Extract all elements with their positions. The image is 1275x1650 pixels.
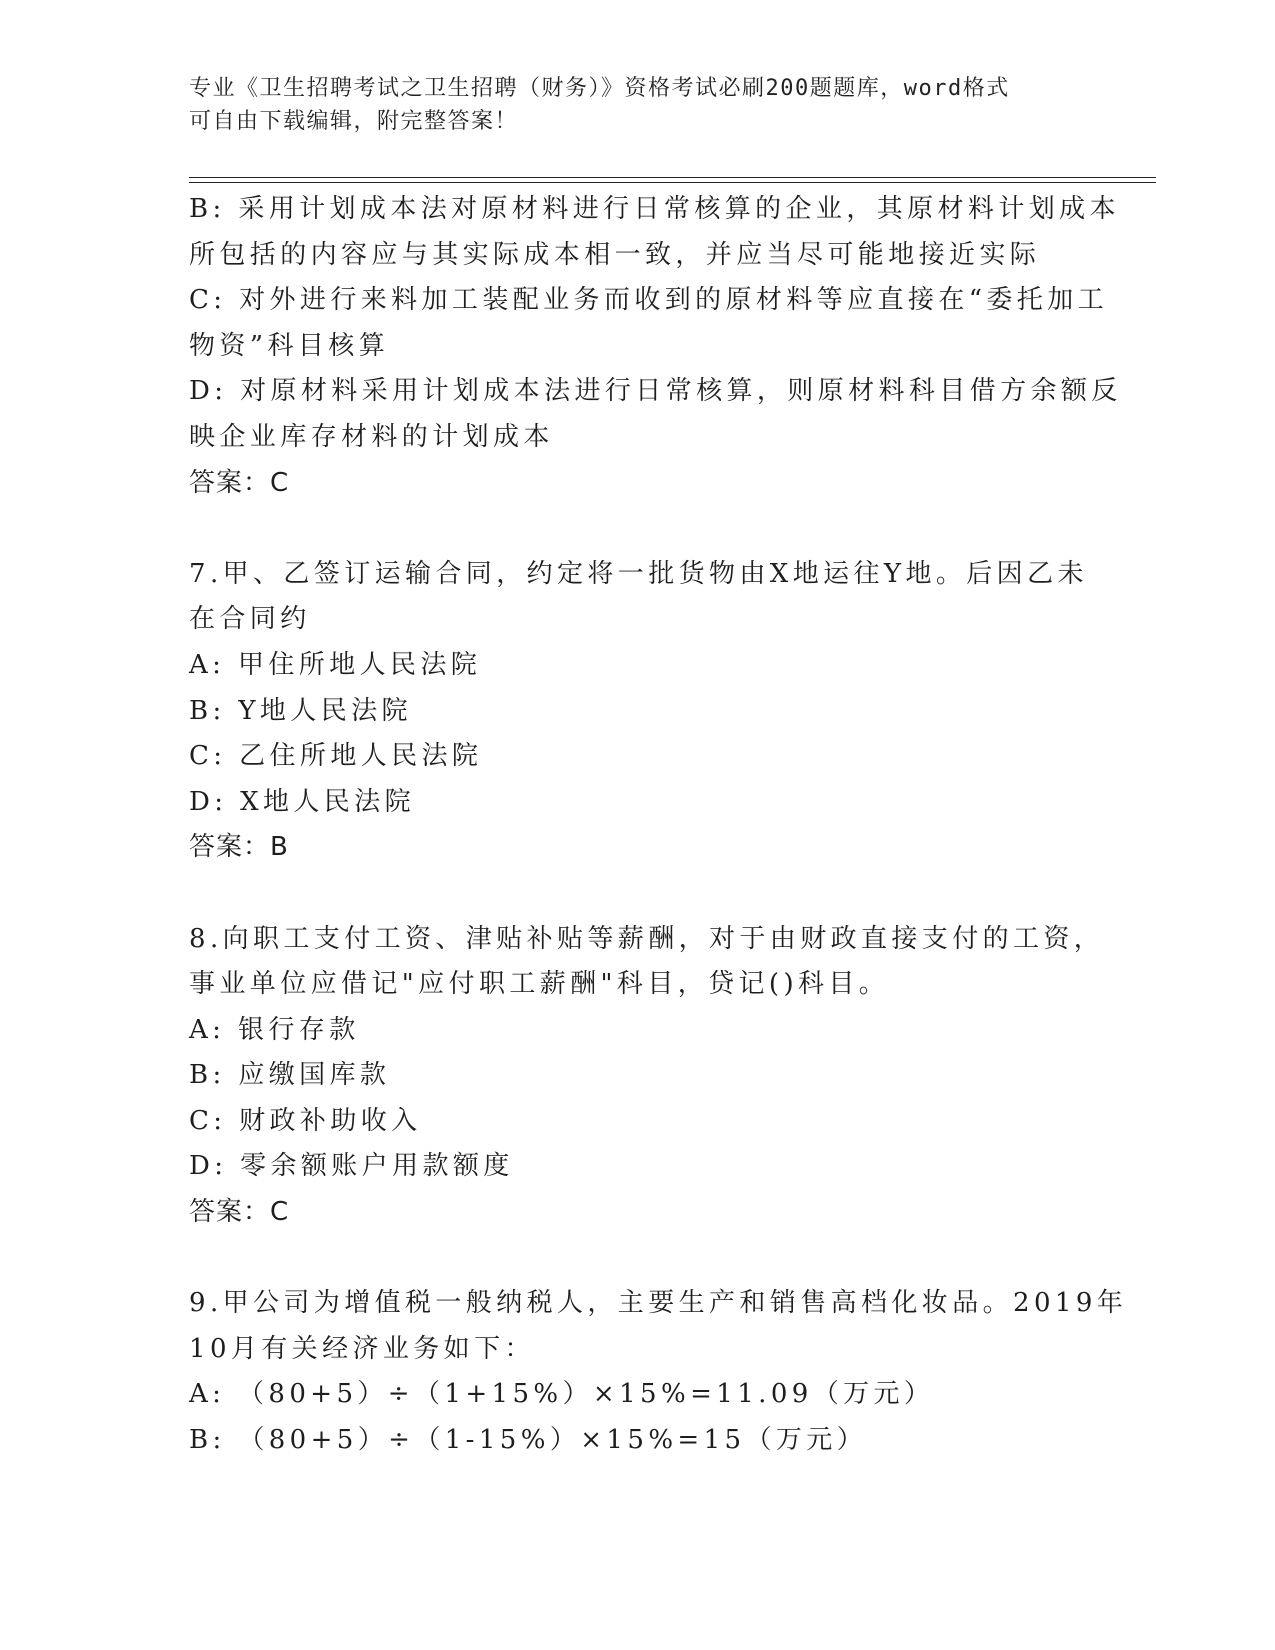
question-stem-line-1: 9.甲公司为增值税一般纳税人，主要生产和销售高档化妆品。2019年 <box>189 1288 1128 1319</box>
header-divider-top <box>189 177 1156 178</box>
header-divider-bottom <box>189 182 1156 183</box>
question-7 <box>189 552 1089 871</box>
option-d: D: 零余额账户用款额度 <box>189 1151 514 1182</box>
spacer <box>189 871 1089 917</box>
option-b-line-2: 所包括的内容应与其实际成本相一致，并应当尽可能地接近实际 <box>189 239 1041 270</box>
option-d: D: X地人民法院 <box>189 786 415 817</box>
question-stem-line-1: 8.向职工支付工资、津贴补贴等薪酬，对于由财政直接支付的工资， <box>189 923 1105 954</box>
question-9 <box>189 1281 1128 1463</box>
option-b-line-1: B: 采用计划成本法对原材料进行日常核算的企业，其原材料计划成本 <box>189 194 1120 224</box>
question-stem-line-2: 事业单位应借记"应付职工薪酬"科目，贷记()科目。 <box>189 969 890 1000</box>
option-a: A: 甲住所地人民法院 <box>189 649 482 680</box>
option-a: A: 银行存款 <box>189 1014 360 1045</box>
option-c: C: 乙住所地人民法院 <box>189 741 483 772</box>
document-header <box>189 72 1089 138</box>
option-c-line-2: 物资”科目核算 <box>189 330 390 361</box>
spacer <box>189 1236 1089 1282</box>
option-c: C: 财政补助收入 <box>189 1105 422 1136</box>
question-list <box>189 187 1128 1464</box>
option-b: B: Y地人民法院 <box>189 695 412 726</box>
spacer <box>189 506 1089 552</box>
option-d-line-1: D: 对原材料采用计划成本法进行日常核算，则原材料科目借方余额反 <box>189 376 1122 407</box>
option-c-line-1: C: 对外进行来料加工装配业务而收到的原材料等应直接在“委托加工 <box>189 285 1109 316</box>
header-title-line-2: 可自由下载编辑，附完整答案！ <box>189 109 519 134</box>
question-8 <box>189 917 1105 1236</box>
question-6-continued <box>189 187 1122 506</box>
option-b: B: （80+5）÷（1-15%）×15%=15（万元） <box>189 1425 868 1456</box>
header-title-line-1: 专业《卫生招聘考试之卫生招聘（财务）》资格考试必刷200题题库，word格式 <box>189 76 1010 101</box>
question-stem-line-1: 7.甲、乙签订运输合同，约定将一批货物由X地运往Y地。后因乙未 <box>189 558 1088 589</box>
answer-label: 答案：C <box>189 467 290 498</box>
option-d-line-2: 映企业库存材料的计划成本 <box>189 421 554 452</box>
question-stem-line-2: 在合同约 <box>189 604 311 635</box>
question-stem-line-2: 10月有关经济业务如下： <box>189 1333 535 1364</box>
answer-label: 答案：C <box>189 1197 290 1228</box>
option-a: A: （80+5）÷（1+15%）×15%=11.09（万元） <box>189 1379 935 1410</box>
option-b: B: 应缴国库款 <box>189 1060 391 1091</box>
answer-label: 答案：B <box>189 832 289 863</box>
